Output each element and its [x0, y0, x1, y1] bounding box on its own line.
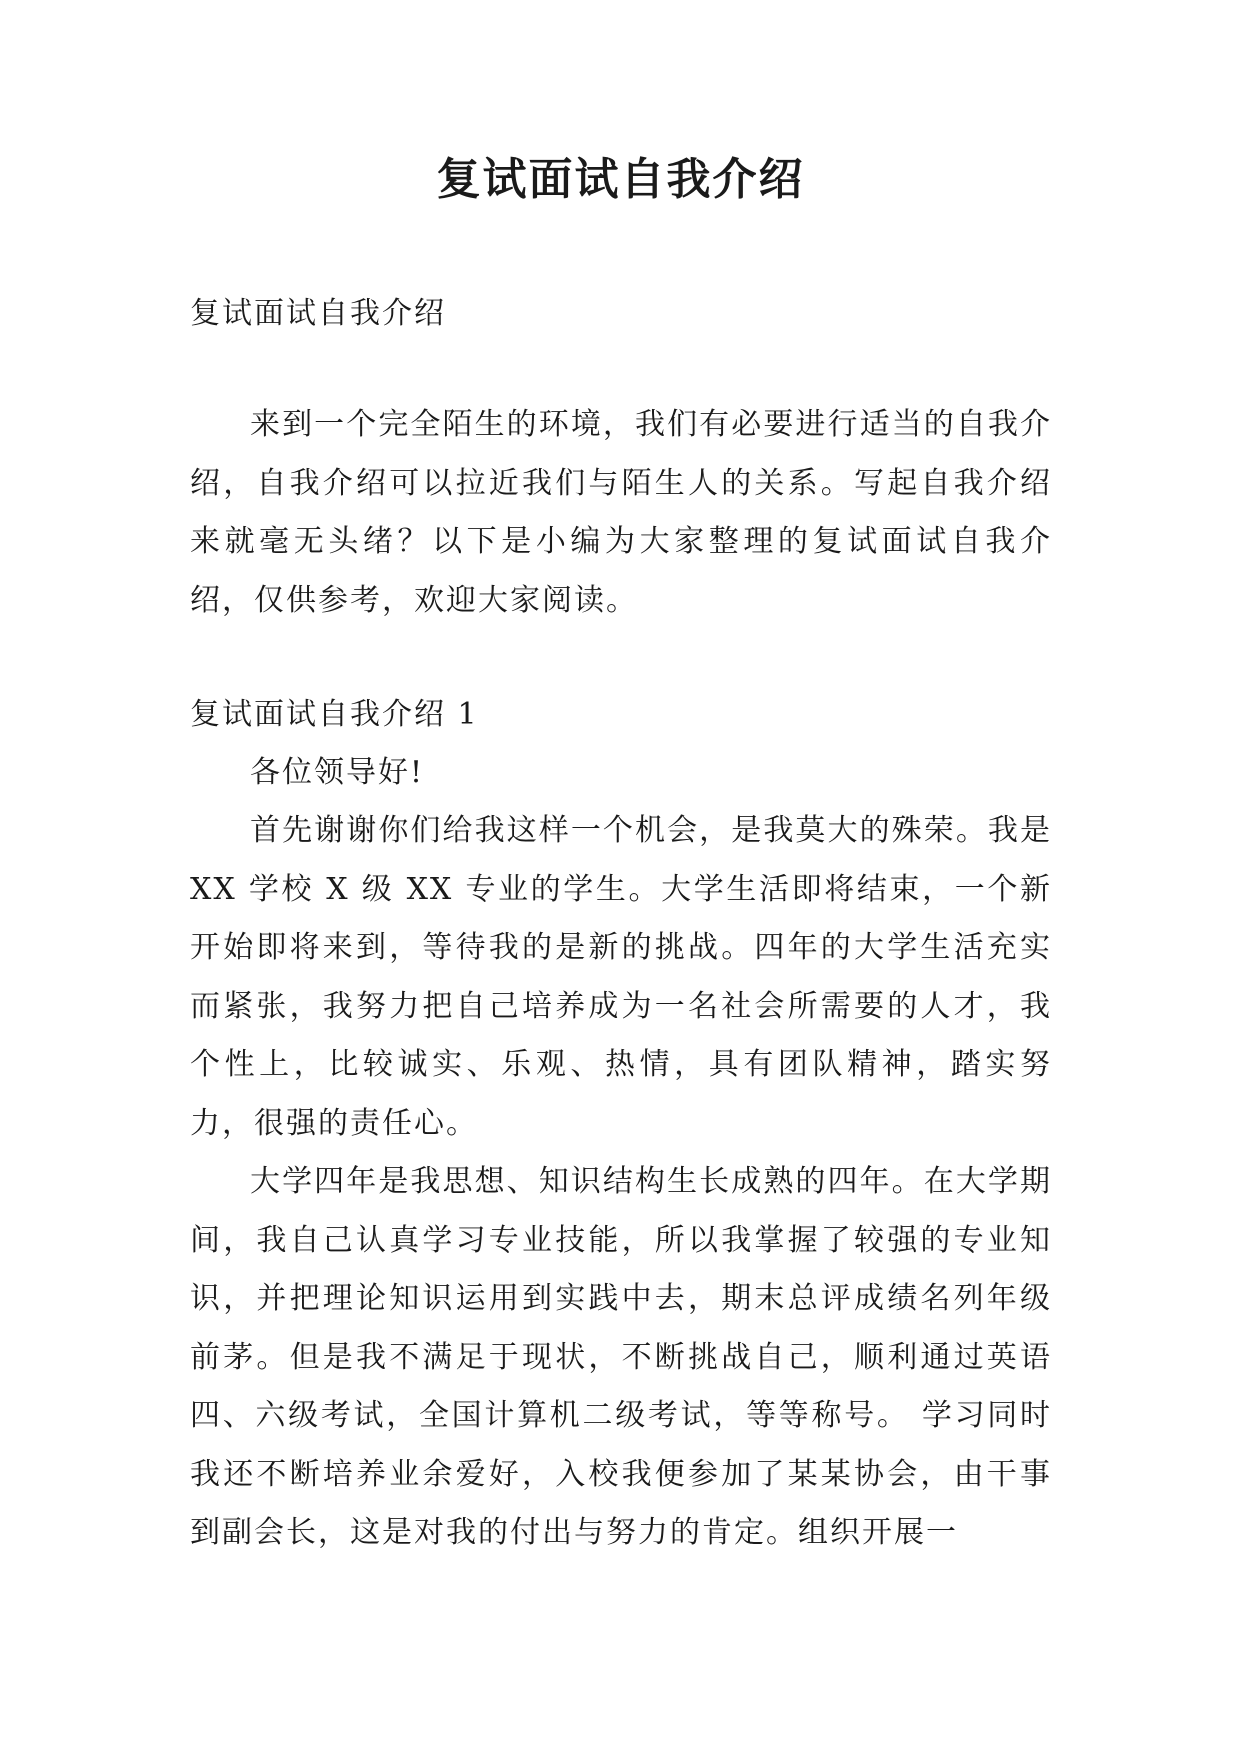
body-paragraph-2: 大学四年是我思想、知识结构生长成熟的四年。在大学期间，我自己认真学习专业技能，所以我掌握了较强的专业知识，并把理论知识运用到实践中去，期末总评成绩名列年级前茅。但是我不满足于现状，不断挑战自己，顺利通过英语四、六级考试，全国计算机二级考试，等等称号。 学习同时我还不断培养业余爱好，入校我便参加了某某协会，由干事到副会长，这是对我的付出与努力的肯定。组织开展一 — [190, 1164, 1052, 1550]
intro-section — [190, 396, 1052, 630]
document-body — [190, 292, 1052, 1563]
document-subtitle: 复试面试自我介绍 — [190, 296, 446, 331]
intro-paragraph: 来到一个完全陌生的环境，我们有必要进行适当的自我介绍，自我介绍可以拉近我们与陌生人的关系。写起自我介绍来就毫无头绪？以下是小编为大家整理的复试面试自我介绍，仅供参考，欢迎大家阅读。 — [190, 407, 1052, 618]
document-title: 复试面试自我介绍 — [436, 154, 805, 205]
section-heading: 复试面试自我介绍 1 — [190, 697, 479, 732]
body-paragraph-1: 首先谢谢你们给我这样一个机会，是我莫大的殊荣。我是 XX 学校 X 级 XX 专业的学生。大学生活即将结束，一个新开始即将来到，等待我的是新的挑战。四年的大学生活充实而紧张，我努力把自己培养成为一名社会所需要的人才，我个性上，比较诚实、乐观、热情，具有团队精神，踏实努力，很强的责任心。 — [190, 813, 1052, 1141]
greeting-line: 各位领导好! — [250, 755, 425, 790]
